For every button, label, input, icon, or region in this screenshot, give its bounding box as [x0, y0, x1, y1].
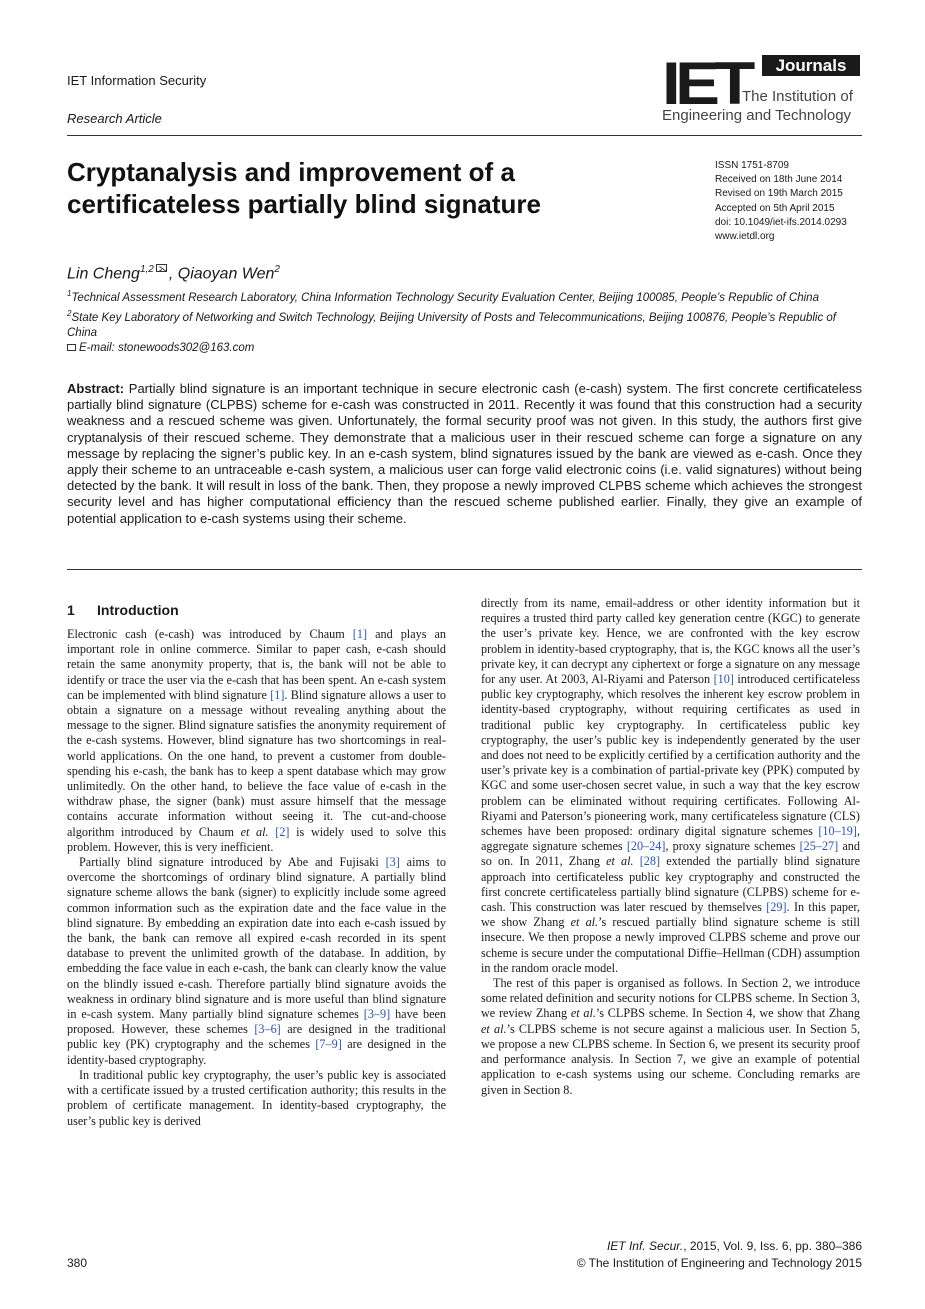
author-name[interactable]: Lin Cheng [67, 265, 140, 283]
text-run: have been proposed. However, these schemes [67, 1007, 447, 1037]
article-type: Research Article [67, 111, 162, 126]
text-run: introduced certificateless public key cryptography, which resolves the inherent key escrow problem in identity-based cryptography, without requiring certificates as used in traditional public key cryptography. In certificateless public key cryptography, the user’s public key is independently generated by the user and does not need to be explicitly certified by a certification authority and the user’s private key is a combination of partial-private key (PPK) computed by KGC and some user-chosen secret value, in such a way that the key escrow problem can be eliminated without requiring certificates. Following Al-Riyami and Paterson’s pioneering work, many certificateless signature (CLS) schemes have been proposed: ordinary digital signature schemes [481, 672, 861, 839]
header-divider [67, 135, 862, 136]
logo-line-1: The Institution of [742, 88, 853, 105]
text-run: are designed in the traditional public key (PK) cryptography and the schemes [67, 1022, 446, 1052]
citation-link[interactable]: [28] [639, 854, 661, 869]
text-run: Partially blind signature introduced by Abe and Fujisaki [79, 855, 386, 870]
citation-link[interactable]: [3–9] [363, 1007, 391, 1022]
doi[interactable]: doi: 10.1049/iet-ifs.2014.0293 [715, 216, 847, 228]
text-run: The rest of this paper is organised as follows. In Section 2, we introduce some related definition and security notions for CLPBS scheme. In Section 3, we review Zhang [481, 976, 860, 1021]
citation-link[interactable]: [10–19] [818, 824, 857, 839]
citation-link[interactable]: [29] [766, 900, 787, 915]
section-heading [67, 601, 179, 619]
website-link[interactable]: www.ietdl.org [715, 231, 775, 243]
journal-abbreviation: IET Inf. Secur. [606, 1239, 684, 1253]
citation-link[interactable]: [3–6] [254, 1022, 281, 1037]
author-name[interactable]: Qiaoyan Wen [177, 265, 275, 283]
affiliation-text: Technical Assessment Research Laboratory, China Information Technology Security Evaluation Center, Beijing 100085, People’s Republic of China [71, 291, 819, 304]
text-run: and plays an important role in online commerce. Similar to paper cash, e-cash should retain the same anonymity property, that is, the bank will not be able to identify or trace the user via the e-cash that has been spent. An e-cash system can be implemented with blind signature [67, 627, 446, 702]
right-column [481, 596, 860, 1098]
text-run: Electronic cash (e-cash) was introduced by Chaum [67, 627, 353, 641]
citation-link[interactable]: [25–27] [799, 839, 839, 854]
citation-link[interactable]: [2] [275, 824, 290, 839]
affiliations [67, 286, 862, 356]
citation-details: , 2015, Vol. 9, Iss. 6, pp. 380–386 [683, 1239, 862, 1253]
text-run: ’s CLPBS scheme. In Section 4, we show that Zhang [595, 1006, 860, 1021]
left-column [67, 627, 446, 1129]
author-list [67, 260, 280, 284]
affiliation-marker: 1 [67, 289, 72, 298]
citation-link[interactable]: [20–24] [626, 839, 666, 854]
page-number: 380 [67, 1256, 88, 1270]
text-run: aims to overcome the shortcomings of ordinary blind signature. A partially blind signature scheme allows the bank (signer) to explicitly include some agreed common information such as the expiration date and the face value in the blind signature. By embedding an expiration date into each e-cash issued by the bank, the bank can remove all expired e-cash recorded in its spent database to prevent the unlimited growth of the database. In addition, by embedding the face value in each e-cash, the bank can clearly know the value on the blindly issued e-cash. Therefore partially blind signature avoids the weakness in ordinary blind signature and is more useful than blind signature in e-cash system. Many partially blind signature schemes [67, 855, 446, 1022]
abstract-label: Abstract: [67, 381, 125, 396]
citation-link[interactable]: [7–9] [315, 1037, 342, 1052]
affiliation-marker: 2 [67, 309, 72, 319]
revised-date: Revised on 19th March 2015 [715, 188, 843, 200]
logo-badge: Journals [762, 55, 860, 76]
abstract [67, 381, 862, 527]
text-run: and so on. In 2011, Zhang [481, 839, 860, 869]
text-run: et al. [570, 915, 599, 930]
affiliation-2 [67, 306, 862, 341]
text-run: et al. [570, 1006, 596, 1021]
paragraph [67, 627, 446, 855]
text-run: et al. [606, 854, 634, 869]
paragraph: In traditional public key cryptography, the user’s public key is associated with a certificate issued by a trusted certification authority; this results in the problem of certificate management. In identity-based cryptography, the user’s public key is derived [67, 1067, 446, 1128]
envelope-icon[interactable] [156, 264, 167, 272]
citation-link[interactable]: [10] [713, 672, 734, 687]
copyright: © The Institution of Engineering and Technology 2015 [576, 1256, 862, 1270]
received-date: Received on 18th June 2014 [715, 174, 843, 186]
citation-link[interactable]: [3] [385, 855, 400, 870]
text-run: extended the partially blind signature approach into certificateless public key cryptography and constructed the first concrete certificateless partially blind signature (CLPBS) scheme for e-cash. This construction was later rescued by themselves [481, 854, 861, 915]
section-number: 1 [67, 602, 75, 618]
iet-journals-logo[interactable] [662, 50, 862, 127]
author-separator: , [168, 265, 178, 283]
issn: ISSN 1751-8709 [715, 160, 789, 171]
text-run: et al. [240, 824, 269, 839]
journal-name: IET Information Security [67, 73, 207, 88]
text-run: ’s CLPBS scheme is not secure against a malicious user. In Section 5, we propose a new CLPBS scheme. In Section 6, we present its security proof and performance analysis. In Section 7, we give an example of potential application to e-cash systems using our scheme. Concluding remarks are given in Section 8. [481, 1021, 860, 1097]
abstract-text: Partially blind signature is an important technique in secure electronic cash (e-cash) system. The first concrete certificateless partially blind signature (CLPBS) scheme for e-cash was constructed in 2011. Recently it was found that this construction had a security weakness and a rescued scheme was given. Unfortunately, the formal security proof was not given. In this study, the authors first give cryptanalysis of their rescued scheme. They demonstrate that a malicious user in their rescued scheme can forge a signature on any message by replacing the signer’s public key. In an e-cash system, blind signatures issued by the bank are viewed as e-cash. Once they apply their scheme to an untraceable e-cash system, a malicious user can forge valid electronic coins (i.e. valid signatures) without being detected by the bank. It will result in loss of the bank. Then, they propose a newly improved CLPBS scheme which achieves the strongest security level and has higher computational efficiency than the rescued scheme published earlier. Finally, they give an example of potential application to e-cash systems using their scheme. [67, 381, 862, 526]
paper-title: Cryptanalysis and improvement of a certificateless partially blind signature [67, 157, 541, 219]
text-run: , aggregate signature schemes [481, 824, 860, 854]
author-affiliation-marker: 1,2 [139, 264, 154, 275]
envelope-icon [67, 344, 76, 351]
accepted-date: Accepted on 5th April 2015 [715, 202, 835, 214]
text-run: . In this paper, we show Zhang [481, 900, 860, 930]
article-metadata [715, 159, 847, 244]
text-run: ’s rescued partially blind signature scheme is still insecure. We then propose a newly improved CLPBS scheme and prove our scheme is secure under the computational Diffie–Hellman (CDH) assumption in the random oracle model. [481, 915, 860, 975]
author-affiliation-marker: 2 [274, 264, 280, 275]
corresponding-email[interactable] [67, 341, 862, 356]
affiliation-text: State Key Laboratory of Networking and Switch Technology, Beijing University of Posts and Telecommunications, Beijing 100876, People’s Republic of China [67, 311, 837, 340]
paragraph [481, 596, 860, 976]
logo-mark: IET [662, 50, 750, 117]
citation-link[interactable]: [1] [270, 687, 285, 702]
text-run: . Blind signature allows a user to obtain a signature on a message without revealing anything about the message to the signer. Blind signature satisfies the anonymity requirement of the e-cash systems. However, blind signature has two shortcomings in real-world applications. On the one hand, to prevent a customer from double-spending his e-cash, the bank has to keep a spent database which may grow unlimitedly. On the other hand, to believe the face value of e-cash in the withdraw phase, the signer (bank) must assure himself that the message contains accurate information without seeing it. The cut-and-choose algorithm introduced by Chaum [67, 687, 447, 839]
text-run: is widely used to solve this problem. However, this is very inefficient. [67, 824, 446, 854]
footer-citation [470, 1238, 862, 1254]
text-run: , proxy signature schemes [665, 839, 800, 854]
section-title: Introduction [97, 602, 179, 618]
text-run: are designed in the identity-based cryptography. [67, 1037, 446, 1067]
abstract-divider [67, 569, 862, 570]
citation-link[interactable]: [1] [352, 627, 368, 641]
paragraph [67, 855, 446, 1068]
logo-line-2: Engineering and Technology [662, 107, 852, 124]
paragraph [481, 976, 860, 1098]
email-text[interactable]: E-mail: stonewoods302@163.com [79, 342, 255, 355]
text-run: directly from its name, email-address or other identity information but it requires a trusted third party called key generation centre (KGC) to generate the user’s private key. Hence, we are confronted with the key escrow problem in identity-based cryptography, that is, the KGC knows all the user’s private key, it can decrypt any ciphertext or forge a signature on any message for any user. At 2003, Al-Riyami and Paterson [481, 596, 860, 687]
text-run: et al. [481, 1021, 507, 1036]
affiliation-1 [67, 286, 862, 306]
